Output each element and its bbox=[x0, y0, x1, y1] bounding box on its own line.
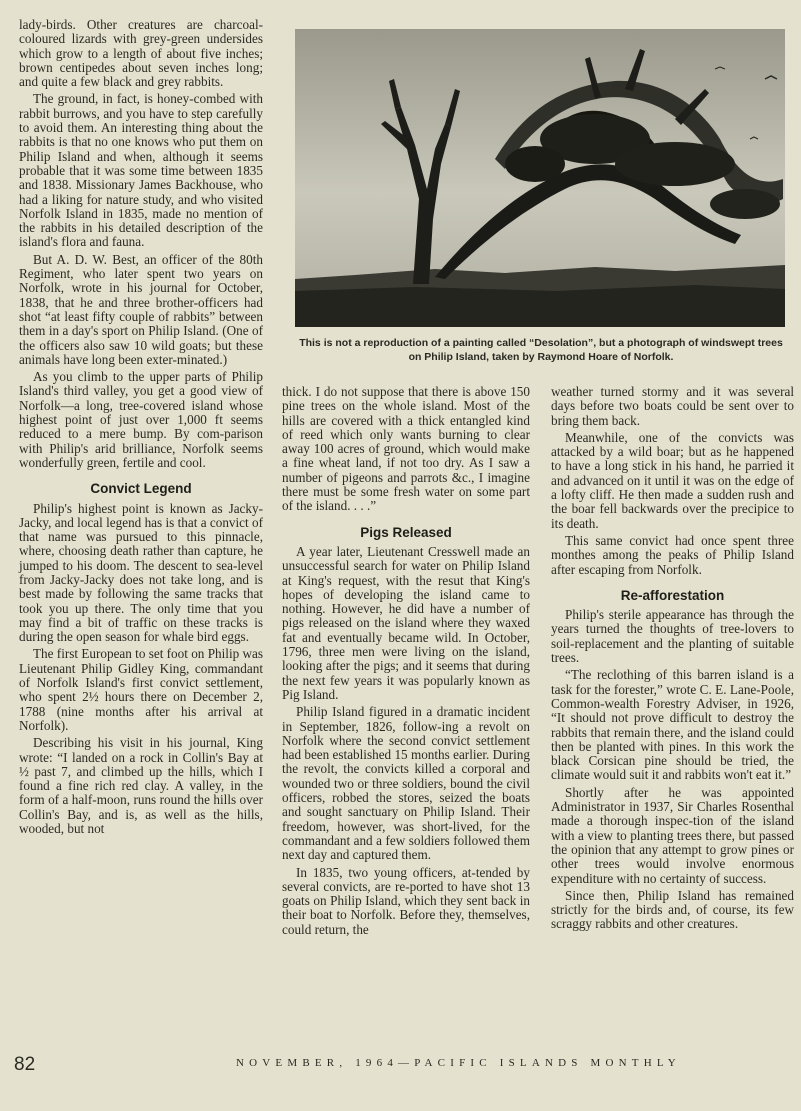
section-heading-re-afforestation: Re-afforestation bbox=[620, 587, 725, 603]
text-column-3 bbox=[551, 385, 794, 935]
paragraph: weather turned stormy and it was several days before two boats could be sent over to bring them back. bbox=[551, 384, 794, 428]
paragraph: In 1835, two young officers, at-tended by several convicts, are re-ported to have shot 13 goats on Philip Island, which they sent back in their boat to Norfolk. Before they, themselves, could return, the bbox=[282, 864, 530, 937]
running-footer: NOVEMBER, 1964—PACIFIC ISLANDS MONTHLY bbox=[236, 1057, 681, 1069]
text-column-1 bbox=[19, 18, 263, 839]
paragraph: As you climb to the upper parts of Philip Island's third valley, you get a good view of Norfolk—a long, tree-covered island whose highest point of just over 1,000 ft seems reduced to a mere bump. By com-parison with Philip's arid brilliance, Norfolk seems wonderfully green, fertile and cool. bbox=[19, 369, 263, 470]
paragraph: This same convict had once spent three monthes among the peaks of Philip Island after escaping from Norfolk. bbox=[551, 532, 794, 577]
paragraph: Since then, Philip Island has remained strictly for the birds and, of course, its few scraggy rabbits and other creatures. bbox=[551, 887, 794, 932]
paragraph: The ground, in fact, is honey-combed with rabbit burrows, and you have to step carefully to avoid them. An interesting thing about the rabbits is that no one knows who put them on Philip Island and when, although it seems probable that it was some time between 1835 and 1838. Missionary James Backhouse, who had a liking for nature study, and who visited Norfolk Island in 1835, made no mention of the rabbits in his detailed description of the island's flora and fauna. bbox=[19, 91, 263, 250]
paragraph: Philip's highest point is known as Jacky-Jacky, and local legend has is that a convict of that name was pursued to this pinnacle, where, choosing death rather than capture, he jumped to his doom. The descent to sea-level from Jacky-Jacky does not take long, and is best made by following the same tracks that took you up there. The only time that you may find a bit of traffic on these tracks is during the open season for whale bird eggs. bbox=[19, 500, 263, 645]
paragraph: lady-birds. Other creatures are charcoal-coloured lizards with grey-green undersides which grow to a length of about five inches; brown centipedes about seven inches long; and quite a few black and grey rabbits. bbox=[19, 17, 263, 90]
paragraph: Philip Island figured in a dramatic incident in September, 1826, follow-ing a revolt on Norfolk where the second convict settlement had been established 15 months earlier. During the revolt, the convicts killed a corporal and wounded two or three soldiers, bound the civil officers, robbed the stores, seized the boats and sought sanctuary on Philip Island. Their freedom, however, was short-lived, for the commandant and a few soldiers followed them next day and captured them. bbox=[282, 704, 530, 863]
photograph-windswept-trees bbox=[295, 29, 785, 327]
page-number: 82 bbox=[14, 1054, 36, 1075]
paragraph: Describing his visit in his journal, King wrote: “I landed on a rock in Collin's Bay at ½ past 7, and climbed up the hills, which I found a fine rich red clay. A valley, in the form of a half-moon, runs round the hills over Collin's Bay, and is, as well as the hills, wooded, but not bbox=[19, 735, 263, 837]
section-heading-convict-legend: Convict Legend bbox=[90, 481, 192, 497]
paragraph: “The reclothing of this barren island is a task for the forester,” wrote C. E. Lane-Poole, Common-wealth Forestry Adviser, in 1926, “It should not prove difficult to destroy the rabbits that remain there, and the island could then be planted with pines. In this work the black Corsican pine should be tried, the climate would suit it and rabbits won't eat it.” bbox=[551, 667, 794, 783]
section-heading-pigs-released: Pigs Released bbox=[360, 524, 452, 540]
paragraph: But A. D. W. Best, an officer of the 80th Regiment, who later spent two years on Norfolk, wrote in his journal for October, 1838, that he and three brother-officers had shot “at least fifty couple of rabbits” between them in a day's sport on Philip Island. (One of the officers also saw 10 wild goats; but these animals have long been exter-minated.) bbox=[19, 251, 263, 367]
paragraph: thick. I do not suppose that there is above 150 pine trees on the whole island. Most of the hills are covered with a thick entangled kind of reed which only wants burning to clear away 100 acres of ground, which would make a fine wheat land, if not too dry. As I saw a number of pigeons and parrots &c., I imagine there must be some fresh water on some part of the island. . . .” bbox=[282, 384, 530, 514]
photo-caption: This is not a reproduction of a painting called “Desolation”, but a photograph of windswept trees on Philip Island, taken by Raymond Hoare of Norfolk. bbox=[299, 337, 783, 363]
paragraph: The first European to set foot on Philip was Lieutenant Philip Gidley King, commandant of Norfolk Island's first convict settlement, who spent 2½ hours there on December 2, 1788 (nine months after his arrival at Norfolk). bbox=[19, 646, 264, 733]
paragraph: Shortly after he was appointed Administrator in 1937, Sir Charles Rosenthal made a thorough inspec-tion of the island with a view to planting trees there, but passed the opinion that any attempt to grow pines or other trees would involve enormous expenditure with no certainty of success. bbox=[551, 784, 794, 886]
text-column-2 bbox=[282, 385, 530, 940]
paragraph: A year later, Lieutenant Cresswell made an unsuccessful search for water on Philip Island at King's request, with the resut that King's hopes of developing the island came to nothing. However, he did have a number of pigs released on the island where they waxed fat and eventually became wild. In October, 1796, three men were living on the island, looking after the pigs; and it seems that during the next few years it was popularly known as Pig Island. bbox=[282, 543, 530, 702]
paragraph: Philip's sterile appearance has through the years turned the thoughts of tree-lovers to soil-replacement and the planting of suitable trees. bbox=[551, 607, 794, 666]
paragraph: Meanwhile, one of the convicts was attacked by a wild boar; but as he happened to have a long stick in his hand, he parried it and advanced on it until it was on the edge of a lofty cliff. He then made a sudden rush and the boar fell backwards over the precipice to its death. bbox=[551, 429, 794, 531]
